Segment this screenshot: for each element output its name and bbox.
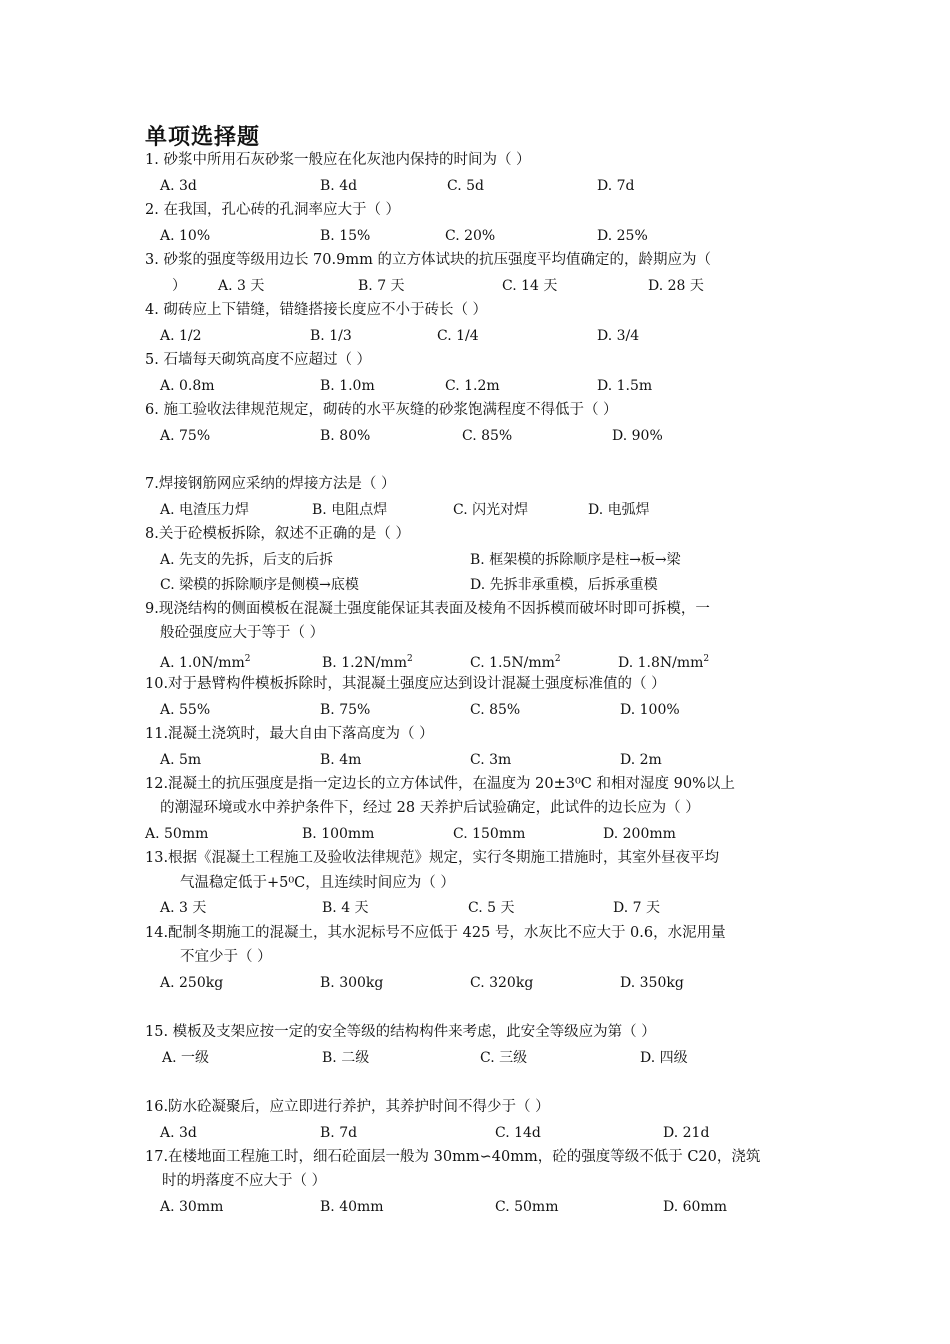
question-12-option-c: C. 150mm (453, 826, 526, 842)
question-17-option-d: D. 60mm (663, 1199, 727, 1215)
question-14-option-c: C. 320kg (470, 975, 534, 991)
question-7-option-b: B. 电阻点焊 (312, 502, 388, 518)
question-14-option-b: B. 300kg (320, 975, 384, 991)
question-2-text: 2. 在我国，孔心砖的孔洞率应大于（ ） (145, 202, 401, 218)
question-15-option-a: A. 一级 (162, 1050, 210, 1066)
question-11-option-d: D. 2m (620, 752, 662, 768)
question-2-option-a: A. 10% (160, 228, 211, 244)
question-13-option-b: B. 4 天 (322, 900, 369, 916)
question-2-option-d: D. 25% (597, 228, 648, 244)
question-1-option-c: C. 5d (447, 178, 484, 194)
question-9-text-line-1: 9.现浇结构的侧面模板在混凝土强度能保证其表面及棱角不因拆模而破坏时即可拆模，一 (145, 601, 710, 617)
question-7-option-c: C. 闪光对焊 (453, 502, 529, 518)
question-12-text-line-1: 12.混凝土的抗压强度是指一定边长的立方体试件，在温度为 20±3⁰C 和相对湿度 90%以上 (145, 776, 735, 792)
question-6-option-b: B. 80% (320, 428, 371, 444)
question-4-option-b: B. 1/3 (310, 328, 352, 344)
question-11-option-c: C. 3m (470, 752, 512, 768)
question-3-option-b: B. 7 天 (358, 278, 405, 294)
question-4-option-d: D. 3/4 (597, 328, 640, 344)
question-15-text: 15. 模板及支架应按一定的安全等级的结构构件来考虑，此安全等级应为第（ ） (145, 1024, 656, 1040)
question-3-option-d: D. 28 天 (648, 278, 704, 294)
question-6-option-a: A. 75% (160, 428, 211, 444)
question-7-option-d: D. 电弧焊 (588, 502, 650, 518)
question-9-option-d: D. $1.8N/mm^2$ (618, 654, 710, 671)
question-12-option-a: A. 50mm (145, 826, 209, 842)
question-12-option-d: D. 200mm (603, 826, 676, 842)
question-16-option-a: A. 3d (160, 1125, 197, 1141)
question-1-text: 1. 砂浆中所用石灰砂浆一般应在化灰池内保持的时间为（ ） (145, 152, 531, 168)
question-6-option-c: C. 85% (462, 428, 513, 444)
question-8-text: 8.关于砼模板拆除，叙述不正确的是（ ） (145, 526, 410, 542)
question-13-option-c: C. 5 天 (468, 900, 515, 916)
question-8-option-b: B. 框架模的拆除顺序是柱→板→梁 (470, 552, 681, 568)
question-17-text-line-2: 时的坍落度不应大于（ ） (162, 1173, 327, 1189)
question-14-text-line-1: 14.配制冬期施工的混凝土，其水泥标号不应低于 425 号，水灰比不应大于 0.6，水泥用量 (145, 925, 726, 941)
question-15-option-b: B. 二级 (322, 1050, 370, 1066)
question-17-option-b: B. 40mm (320, 1199, 384, 1215)
question-13-option-a: A. 3 天 (160, 900, 207, 916)
question-11-option-b: B. 4m (320, 752, 362, 768)
question-6-option-d: D. 90% (612, 428, 663, 444)
question-14-option-a: A. 250kg (160, 975, 224, 991)
page-title: 单项选择题 (145, 125, 261, 150)
question-7-option-a: A. 电渣压力焊 (160, 502, 250, 518)
question-15-option-c: C. 三级 (480, 1050, 528, 1066)
question-5-text: 5. 石墙每天砌筑高度不应超过（ ） (145, 352, 372, 368)
question-7-text: 7.焊接钢筋网应采纳的焊接方法是（ ） (145, 476, 396, 492)
question-6-text: 6. 施工验收法律规范规定，砌砖的水平灰缝的砂浆饱满程度不得低于（ ） (145, 402, 618, 418)
question-9-option-a: A. $1.0N/mm^2$ (160, 654, 251, 671)
question-8-option-a: A. 先支的先拆，后支的后拆 (160, 552, 334, 568)
question-9-option-c: C. $1.5N/mm^2$ (470, 654, 561, 671)
question-9-text-line-2: 般砼强度应大于等于（ ） (160, 625, 325, 641)
question-4-option-c: C. 1/4 (437, 328, 479, 344)
question-16-option-c: C. 14d (495, 1125, 541, 1141)
question-13-text-line-1: 13.根据《混凝土工程施工及验收法律规范》规定，实行冬期施工措施时，其室外昼夜平均 (145, 850, 720, 866)
question-1-option-b: B. 4d (320, 178, 358, 194)
question-14-option-d: D. 350kg (620, 975, 684, 991)
question-5-option-d: D. 1.5m (597, 378, 653, 394)
question-1-option-d: D. 7d (597, 178, 635, 194)
question-11-option-a: A. 5m (160, 752, 202, 768)
question-17-option-a: A. 30mm (160, 1199, 224, 1215)
question-12-text-line-2: 的潮湿环境或水中养护条件下，经过 28 天养护后试验确定，此试件的边长应为（ ） (160, 800, 700, 816)
question-10-option-b: B. 75% (320, 702, 371, 718)
question-13-option-d: D. 7 天 (613, 900, 660, 916)
question-17-text-line-1: 17.在楼地面工程施工时，细石砼面层一般为 30mm∽40mm，砼的强度等级不低于 C20，浇筑 (145, 1149, 761, 1165)
question-17-option-c: C. 50mm (495, 1199, 559, 1215)
question-5-option-b: B. 1.0m (320, 378, 375, 394)
question-11-text: 11.混凝土浇筑时，最大自由下落高度为（ ） (145, 726, 434, 742)
question-3-paren-close: ） (172, 278, 186, 294)
question-10-option-c: C. 85% (470, 702, 521, 718)
question-4-option-a: A. 1/2 (160, 328, 202, 344)
question-16-option-d: D. 21d (663, 1125, 710, 1141)
question-3-text: 3. 砂浆的强度等级用边长 70.9mm 的立方体试块的抗压强度平均值确定的，龄期应为（ (145, 252, 711, 268)
question-2-option-b: B. 15% (320, 228, 371, 244)
question-10-text: 10.对于悬臂构件模板拆除时，其混凝土强度应达到设计混凝土强度标准值的（ ） (145, 676, 666, 692)
question-9-option-b: B. $1.2N/mm^2$ (322, 654, 413, 671)
question-12-option-b: B. 100mm (302, 826, 375, 842)
question-3-option-a: A. 3 天 (218, 278, 265, 294)
question-16-text: 16.防水砼凝聚后，应立即进行养护，其养护时间不得少于（ ） (145, 1099, 550, 1115)
question-14-text-line-2: 不宜少于（ ） (180, 949, 272, 965)
question-13-text-line-2: 气温稳定低于+5⁰C，且连续时间应为（ ） (180, 875, 455, 891)
question-10-option-a: A. 55% (160, 702, 211, 718)
question-2-option-c: C. 20% (445, 228, 496, 244)
question-15-option-d: D. 四级 (640, 1050, 688, 1066)
question-8-option-c: C. 梁模的拆除顺序是侧模→底模 (160, 577, 359, 593)
question-10-option-d: D. 100% (620, 702, 680, 718)
question-16-option-b: B. 7d (320, 1125, 358, 1141)
question-5-option-a: A. 0.8m (160, 378, 215, 394)
question-5-option-c: C. 1.2m (445, 378, 500, 394)
question-3-option-c: C. 14 天 (502, 278, 558, 294)
question-8-option-d: D. 先拆非承重模，后拆承重模 (470, 577, 658, 593)
question-1-option-a: A. 3d (160, 178, 197, 194)
question-4-text: 4. 砌砖应上下错缝，错缝搭接长度应不小于砖长（ ） (145, 302, 488, 318)
